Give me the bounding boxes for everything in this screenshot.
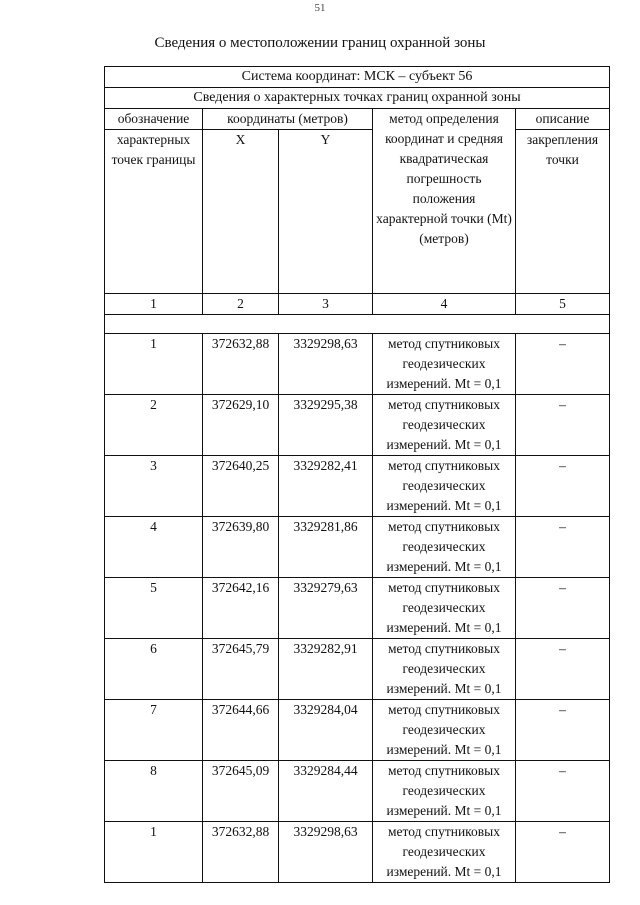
blank-row xyxy=(105,315,610,334)
method-cell: метод спутниковых геодезических измерений. Mt = 0,1 xyxy=(373,517,516,578)
description-cell: – xyxy=(516,761,610,822)
table-row xyxy=(105,456,610,517)
y-coordinate-cell: 3329284,44 xyxy=(279,761,373,822)
y-coordinate-cell: 3329298,63 xyxy=(279,334,373,395)
method-cell: метод спутниковых геодезических измерений. Mt = 0,1 xyxy=(373,578,516,639)
method-cell: метод спутниковых геодезических измерений. Mt = 0,1 xyxy=(373,334,516,395)
x-coordinate-cell: 372645,79 xyxy=(203,639,279,700)
description-cell: – xyxy=(516,639,610,700)
point-cell: 4 xyxy=(105,517,203,578)
description-cell: – xyxy=(516,395,610,456)
column-number: 2 xyxy=(203,294,279,315)
table-row xyxy=(105,761,610,822)
method-cell: метод спутниковых геодезических измерений. Mt = 0,1 xyxy=(373,639,516,700)
blank-cell xyxy=(105,315,610,334)
x-coordinate-cell: 372642,16 xyxy=(203,578,279,639)
method-cell: метод спутниковых геодезических измерений. Mt = 0,1 xyxy=(373,395,516,456)
table-row xyxy=(105,517,610,578)
y-coordinate-cell: 3329284,04 xyxy=(279,700,373,761)
x-coordinate-cell: 372632,88 xyxy=(203,822,279,883)
point-cell: 1 xyxy=(105,334,203,395)
table-body xyxy=(105,334,610,883)
point-cell: 1 xyxy=(105,822,203,883)
column-number: 5 xyxy=(516,294,610,315)
y-coordinate-cell: 3329282,41 xyxy=(279,456,373,517)
column-number: 1 xyxy=(105,294,203,315)
y-coordinate-cell: 3329281,86 xyxy=(279,517,373,578)
y-coordinate-cell: 3329298,63 xyxy=(279,822,373,883)
points-info-row xyxy=(105,88,610,109)
table-row xyxy=(105,700,610,761)
point-cell: 6 xyxy=(105,639,203,700)
header-row-bottom xyxy=(105,130,610,294)
x-coordinate-cell: 372632,88 xyxy=(203,334,279,395)
header-designation-rest: характерных точек границы xyxy=(105,130,203,294)
y-coordinate-cell: 3329295,38 xyxy=(279,395,373,456)
x-coordinate-cell: 372640,25 xyxy=(203,456,279,517)
description-cell: – xyxy=(516,700,610,761)
page-number: 51 xyxy=(314,2,326,14)
header-description-top: описание xyxy=(516,109,610,130)
method-cell: метод спутниковых геодезических измерений. Mt = 0,1 xyxy=(373,822,516,883)
header-description-rest: закрепления точки xyxy=(516,130,610,294)
table-row xyxy=(105,578,610,639)
header-method: метод определения координат и средняя квадратическая погрешность положения характерной точки (Mt) (метров) xyxy=(373,109,516,294)
description-cell: – xyxy=(516,334,610,395)
point-cell: 2 xyxy=(105,395,203,456)
method-cell: метод спутниковых геодезических измерений. Mt = 0,1 xyxy=(373,761,516,822)
point-cell: 3 xyxy=(105,456,203,517)
header-row-top xyxy=(105,109,610,130)
table-row xyxy=(105,395,610,456)
description-cell: – xyxy=(516,578,610,639)
column-number: 3 xyxy=(279,294,373,315)
header-y: Y xyxy=(279,130,373,294)
table-row xyxy=(105,639,610,700)
table-row xyxy=(105,822,610,883)
boundary-points-table xyxy=(104,66,610,883)
column-number: 4 xyxy=(373,294,516,315)
header-x: X xyxy=(203,130,279,294)
column-numbers-row xyxy=(105,294,610,315)
points-info-cell: Сведения о характерных точках границ охранной зоны xyxy=(105,88,610,109)
description-cell: – xyxy=(516,517,610,578)
x-coordinate-cell: 372645,09 xyxy=(203,761,279,822)
header-designation-top: обозначение xyxy=(105,109,203,130)
point-cell: 7 xyxy=(105,700,203,761)
document-title: Сведения о местоположении границ охранной зоны xyxy=(154,35,486,51)
point-cell: 8 xyxy=(105,761,203,822)
header-coordinates: координаты (метров) xyxy=(203,109,373,130)
table-row xyxy=(105,334,610,395)
coordinate-system-cell: Система координат: МСК – субъект 56 xyxy=(105,67,610,88)
description-cell: – xyxy=(516,456,610,517)
x-coordinate-cell: 372639,80 xyxy=(203,517,279,578)
point-cell: 5 xyxy=(105,578,203,639)
description-cell: – xyxy=(516,822,610,883)
y-coordinate-cell: 3329279,63 xyxy=(279,578,373,639)
method-cell: метод спутниковых геодезических измерений. Mt = 0,1 xyxy=(373,700,516,761)
x-coordinate-cell: 372629,10 xyxy=(203,395,279,456)
coordinate-system-row xyxy=(105,67,610,88)
x-coordinate-cell: 372644,66 xyxy=(203,700,279,761)
y-coordinate-cell: 3329282,91 xyxy=(279,639,373,700)
method-cell: метод спутниковых геодезических измерений. Mt = 0,1 xyxy=(373,456,516,517)
